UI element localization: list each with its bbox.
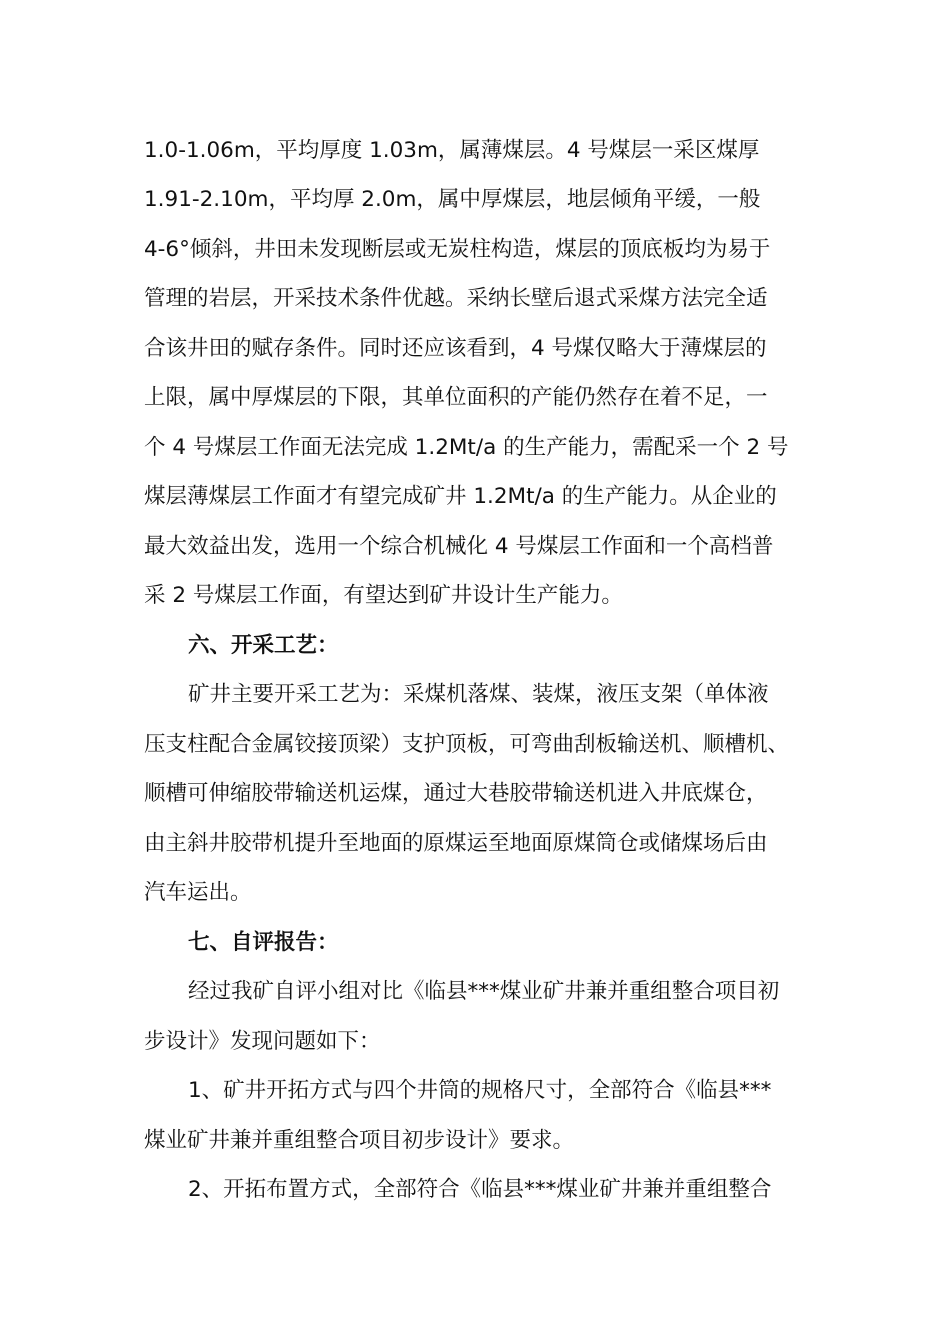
paragraph-line: 最大效益出发，选用一个综合机械化 4 号煤层工作面和一个高档普: [144, 534, 774, 559]
paragraph-line: 由主斜井胶带机提升至地面的原煤运至地面原煤筒仓或储煤场后由: [144, 831, 768, 856]
paragraph-line: 顺槽可伸缩胶带输送机运煤，通过大巷胶带输送机进入井底煤仓，: [144, 781, 768, 806]
paragraph-line: 矿井主要开采工艺为：采煤机落煤、装煤，液压支架（单体液: [188, 682, 769, 707]
paragraph-line: 1.0-1.06m，平均厚度 1.03m，属薄煤层。4 号煤层一采区煤厚: [144, 138, 760, 163]
paragraph-line: 煤层薄煤层工作面才有望完成矿井 1.2Mt/a 的生产能力。从企业的: [144, 484, 777, 509]
paragraph-line: 4-6°倾斜，井田未发现断层或无炭柱构造，煤层的顶底板均为易于: [144, 237, 771, 262]
paragraph-line: 步设计》发现问题如下：: [144, 1029, 381, 1054]
list-item-line: 煤业矿井兼并重组整合项目初步设计》要求。: [144, 1128, 575, 1153]
paragraph-line: 采 2 号煤层工作面，有望达到矿井设计生产能力。: [144, 583, 623, 608]
paragraph-line: 压支柱配合金属铰接顶梁）支护顶板，可弯曲刮板输送机、顺槽机、: [144, 732, 790, 757]
list-item-line: 2、开拓布置方式，全部符合《临县***煤业矿井兼并重组整合: [188, 1177, 772, 1202]
paragraph-line: 管理的岩层，开采技术条件优越。采纳长壁后退式采煤方法完全适: [144, 286, 768, 311]
paragraph-line: 上限，属中厚煤层的下限，其单位面积的产能仍然存在着不足，一: [144, 385, 768, 410]
paragraph-line: 1.91-2.10m，平均厚 2.0m，属中厚煤层，地层倾角平缓，一般: [144, 187, 761, 212]
paragraph-line: 合该井田的赋存条件。同时还应该看到，4 号煤仅略大于薄煤层的: [144, 336, 767, 361]
paragraph-line: 个 4 号煤层工作面无法完成 1.2Mt/a 的生产能力，需配采一个 2 号: [144, 435, 789, 460]
paragraph-line: 经过我矿自评小组对比《临县***煤业矿井兼并重组整合项目初: [188, 979, 780, 1004]
section-heading-self-evaluation: 七、自评报告：: [188, 930, 339, 955]
paragraph-line: 汽车运出。: [144, 880, 252, 905]
list-item-line: 1、矿井开拓方式与四个井筒的规格尺寸，全部符合《临县***: [188, 1078, 772, 1103]
section-heading-process: 六、开采工艺：: [188, 633, 339, 658]
